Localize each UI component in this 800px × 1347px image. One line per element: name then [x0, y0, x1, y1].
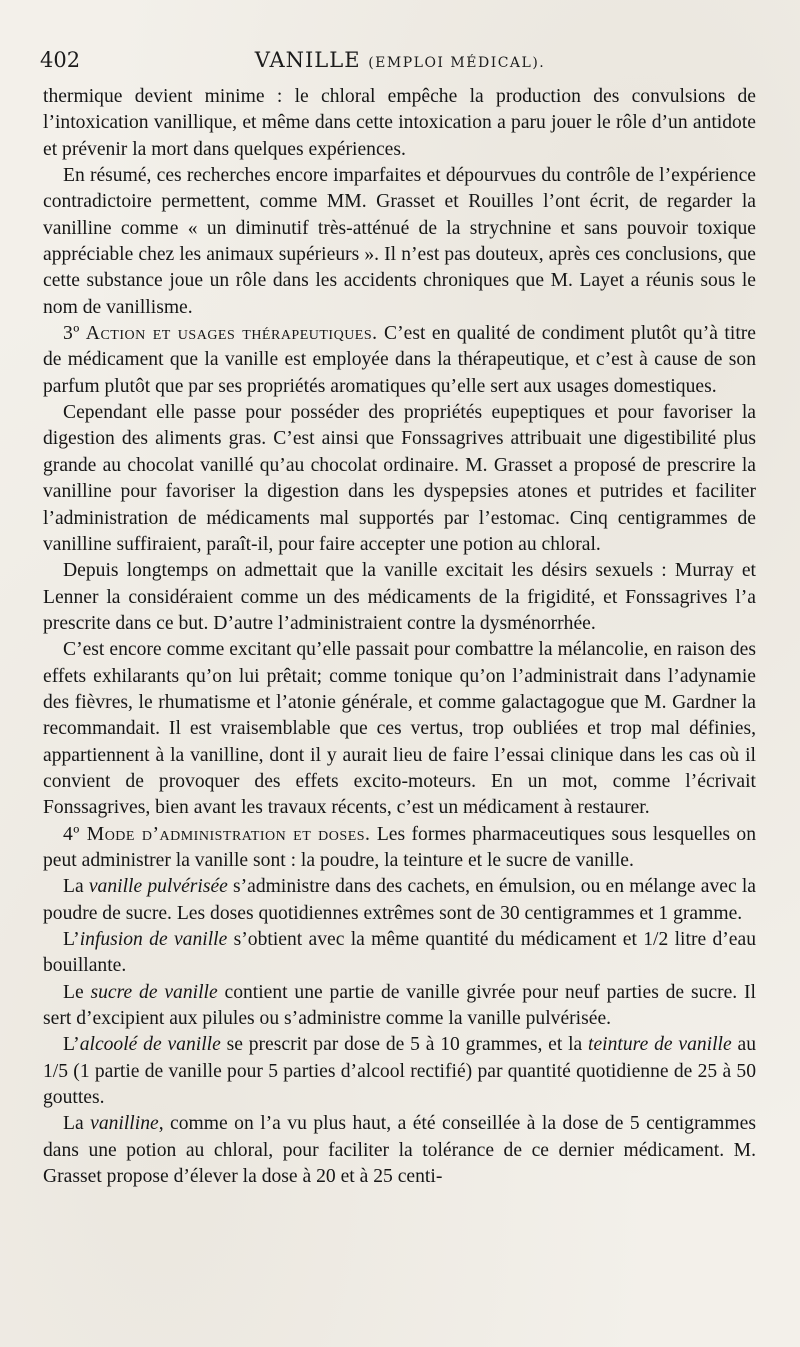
paragraph-3-section-therapeutics — [43, 321, 756, 400]
paragraph-text: Les formes pharmaceutiques sous lesquelles on peut administrer la vanille sont : la poudre, la teinture et le sucre de vanille. — [43, 823, 756, 871]
paragraph-6 — [43, 637, 756, 821]
running-head — [40, 48, 760, 72]
paragraph-text: , comme on l’a vu plus haut, a été conseillée à la dose de 5 centigrammes dans une potion au chloral, pour faciliter la tolérance de ce dernier médicament. M. Grasset propose d’élever la dose à 20 et à 25 centi- — [43, 1113, 756, 1188]
paragraph-2 — [43, 163, 756, 321]
paragraph-12 — [43, 1111, 756, 1190]
paragraph-9 — [43, 927, 756, 980]
paragraph-text: s’administre dans des cachets, en émulsion, ou en mélange avec la poudre de sucre. Les doses quotidiennes extrêmes sont de 30 centigrammes et 1 gramme. — [43, 876, 756, 924]
running-head-subtitle: (EMPLOI MÉDICAL). — [368, 55, 546, 71]
paragraph-text: En résumé, ces recherches encore imparfaites et dépourvues du contrôle de l’expérience contradictoire permettent, comme MM. Grasset et Rouilles l’ont écrit, de regarder la vanilline comme « un diminutif très-atténué de la strychnine et sans pouvoir toxique appréciable chez les animaux supérieurs ». Il n’est pas douteux, après ces conclusions, que cette substance joue un rôle dans les accidents chroniques que M. Layet a réunis sous le nom de vanillisme. — [43, 165, 756, 318]
paragraph-1 — [43, 84, 756, 163]
paragraph-text: C’est encore comme excitant qu’elle passait pour combattre la mélancolie, en raison des effets exhilarants qu’on lui prêtait; comme tonique qu’on l’administrait dans l’adynamie des fièvres, le rhumatisme et l’atonie générale, et comme galactagogue que M. Gardner la recommandait. Il est vraisemblable que ces vertus, trop oubliées et trop mal définies, appartiennent à la vanilline, dont il y aurait lieu de faire l’essai clinique dans les cas où il convient de provoquer des effets excito-moteurs. En un mot, comme l’écrivait Fonssagrives, bien avant les travaux récents, c’est un médicament à restaurer. — [43, 639, 756, 819]
emphasis-term: sucre de vanille — [90, 981, 218, 1003]
paragraph-text: Cependant elle passe pour posséder des propriétés eupeptiques et pour favoriser la digestion des aliments gras. C’est ainsi que Fonssagrives attribuait une digestibilité plus grande au chocolat vanillé qu’au chocolat ordinaire. M. Grasset a proposé de prescrire la vanilline pour favoriser la digestion dans les dyspepsies atones et putrides et faciliter l’administration de médicaments mal supportés par l’estomac. Cinq centigrammes de vanilline suffiraient, paraît-il, pour faire accepter une potion au chloral. — [43, 402, 756, 555]
emphasis-term: infusion de vanille — [79, 929, 228, 950]
page-number: 402 — [40, 48, 81, 72]
paragraph-text: thermique devient minime : le chloral empêche la production des convulsions de l’intoxication vanillique, et même dans cette intoxication a paru jouer le rôle d’un antidote et prévenir la mort dans quelques expériences. — [43, 86, 756, 160]
paragraph-8 — [43, 874, 756, 927]
emphasis-term: vanille pulvérisée — [88, 876, 228, 898]
paragraph-text: au 1/5 (1 partie de vanille pour 5 parties d’alcool rectifié) par quantité quotidienne de 25 à 50 gouttes. — [43, 1034, 756, 1109]
paragraph-text-mid: se prescrit par dose de 5 à 10 grammes, et la — [220, 1034, 589, 1056]
paragraph-5 — [43, 558, 756, 637]
running-head-title: VANILLE — [254, 48, 361, 72]
emphasis-term: teinture de vanille — [588, 1034, 732, 1056]
paragraph-7-section-administration — [43, 822, 756, 875]
paragraph-text-pre: Le — [63, 981, 91, 1003]
emphasis-term: vanilline — [90, 1113, 159, 1135]
paragraph-text: C’est en qualité de condiment plutôt qu’à titre de médicament que la vanille est employée dans la thérapeutique, et c’est à cause de son parfum plutôt que par ses propriétés aromatiques qu’elle sert aux usages domestiques. — [43, 323, 756, 397]
paragraph-text: Depuis longtemps on admettait que la vanille excitait les désirs sexuels : Murray et Lenner la considéraient comme un des médicaments de la frigidité, et Fonssagrives l’a prescrite dans ce but. D’autre l’administraient contre la dysménorrhée. — [43, 560, 756, 634]
emphasis-term: alcoolé de vanille — [79, 1034, 221, 1056]
paragraph-text-pre: L’ — [63, 1034, 80, 1056]
paragraph-text: contient une partie de vanille givrée pour neuf parties de sucre. Il sert d’excipient aux pilules ou s’administre comme la vanille pulvérisée. — [43, 981, 756, 1030]
paragraph-4 — [43, 400, 756, 558]
body-text — [43, 84, 756, 1190]
paragraph-11 — [43, 1032, 756, 1111]
paragraph-text-pre: La — [63, 1113, 91, 1135]
page-header — [40, 48, 760, 78]
section-heading-therapeutics: 3º Action et usages thérapeutiques. — [63, 323, 378, 345]
paragraph-10 — [43, 980, 756, 1033]
paragraph-text-pre: La — [63, 876, 89, 898]
section-heading-administration: 4º Mode d’administration et doses. — [63, 823, 371, 845]
paragraph-text: s’obtient avec la même quantité du médicament et 1/2 litre d’eau bouillante. — [43, 929, 756, 977]
paragraph-text-pre: L’ — [63, 929, 80, 950]
